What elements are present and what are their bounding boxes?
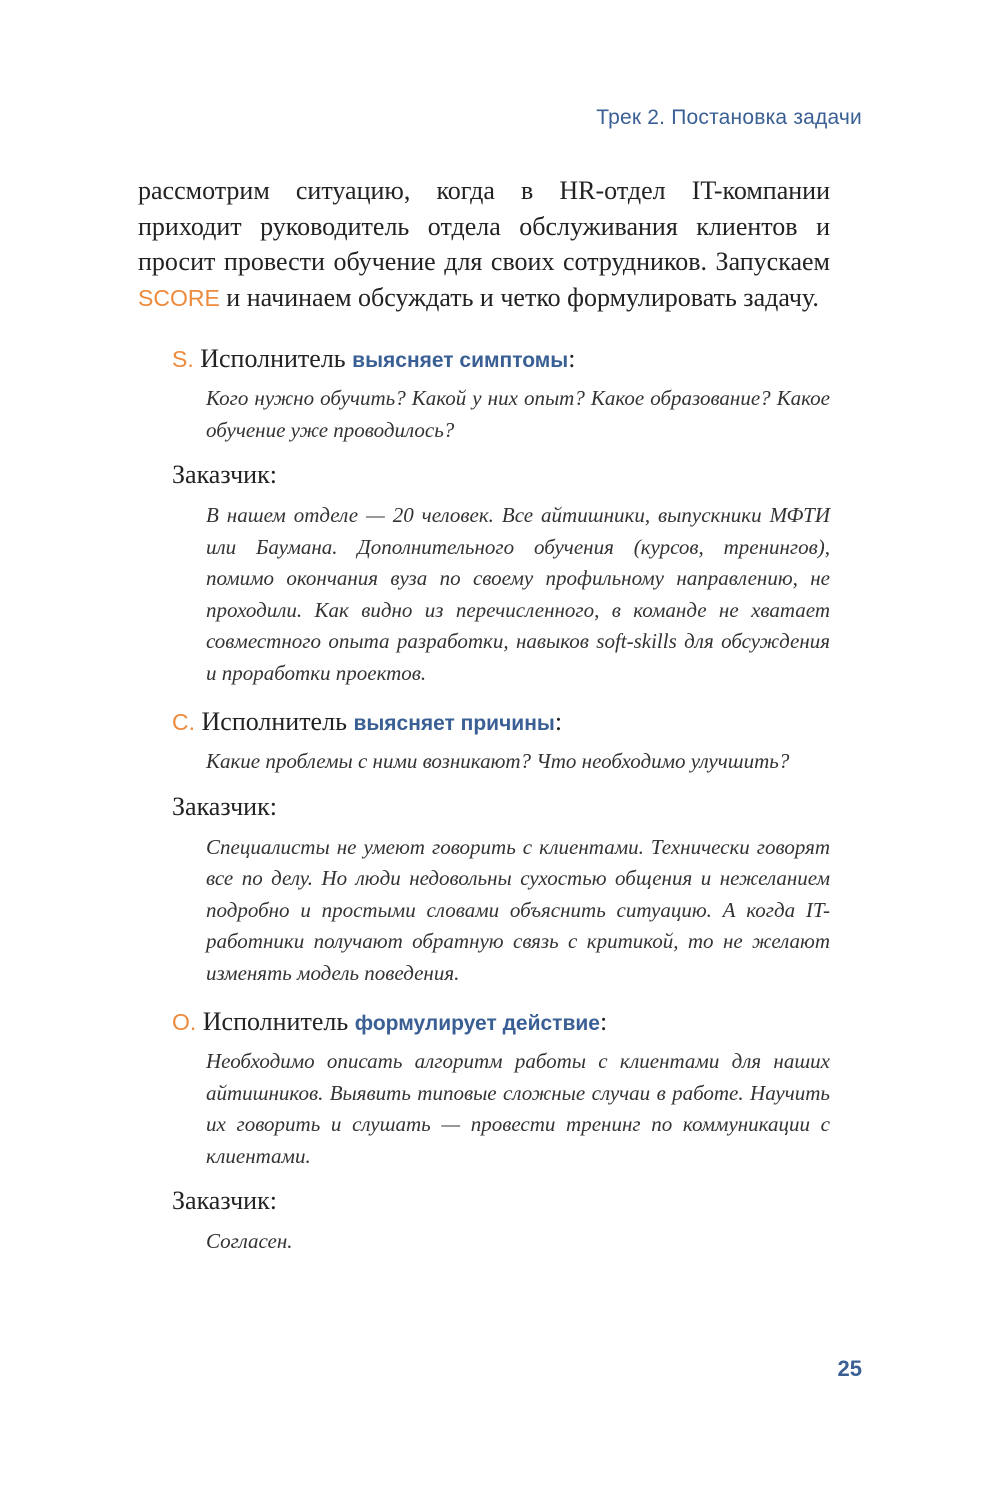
step-letter-s: S.	[172, 346, 194, 372]
performer-question-s: Кого нужно обучить? Какой у них опыт? Какое образование? Какое обучение уже проводилось?	[206, 386, 830, 442]
step-action-c: выясняет причины	[353, 712, 555, 735]
step-action-s: выясняет симптомы	[352, 349, 569, 372]
customer-answer-o: Согласен.	[206, 1229, 293, 1253]
step-colon: :	[554, 707, 563, 736]
running-head: Трек 2. Постановка задачи	[596, 106, 862, 129]
step-letter-c: C.	[172, 709, 195, 735]
customer-answer-s: В нашем отделе — 20 человек. Все айтишники, выпускники МФТИ или Баумана. Дополнительного обучения (курсов, тренингов), помимо окончания вуза по своему профильному направлению, не проходили. Как видно из перечисленного, в команде не хватает совместного опыта разработки, навыков soft-skills для обсуждения и проработки проектов.	[206, 503, 830, 685]
customer-label: Заказчик:	[172, 460, 277, 489]
step-action-o: формулирует действие	[354, 1012, 600, 1035]
performer-label: Исполнитель	[200, 344, 346, 373]
step-letter-o: O.	[172, 1009, 197, 1035]
intro-paragraph	[138, 173, 830, 316]
customer-label: Заказчик:	[172, 791, 277, 821]
score-brand: SCORE	[138, 284, 220, 311]
customer-label: Заказчик:	[172, 1186, 277, 1215]
step-heading-o	[138, 1005, 830, 1041]
step-heading-c	[138, 705, 830, 741]
step-heading-s	[138, 342, 830, 378]
intro-text-before: рассмотрим ситуацию, когда в HR-отдел IT-компании приходит руководитель отдела обслуживания клиентов и просит провести обучение для своих сотрудников. Запускаем	[138, 176, 830, 276]
performer-question-o: Необходимо описать алгоритм работы с клиентами для наших айтишников. Выявить типовые сложные случаи в работе. Научить их говорить и слушать — провести тренинг по коммуникации с клиентами.	[206, 1049, 830, 1168]
page-number: 25	[837, 1356, 862, 1381]
intro-text-after: и начинаем обсуждать и четко формулировать задачу.	[219, 282, 819, 312]
step-colon: :	[568, 344, 576, 373]
performer-label: Исполнитель	[202, 1007, 349, 1036]
page-body	[138, 173, 830, 1258]
customer-answer-c: Специалисты не умеют говорить с клиентами. Технически говорят все по делу. Но люди недовольны сухостью общения и нежеланием подробно и простыми словами объяснить ситуацию. А когда IT-работники получают обратную связь с критикой, то не желают изменять модель поведения.	[206, 834, 830, 985]
step-colon: :	[599, 1007, 608, 1036]
performer-label: Исполнитель	[201, 707, 347, 736]
performer-question-c: Какие проблемы с ними возникают? Что необходимо улучшить?	[206, 749, 790, 773]
